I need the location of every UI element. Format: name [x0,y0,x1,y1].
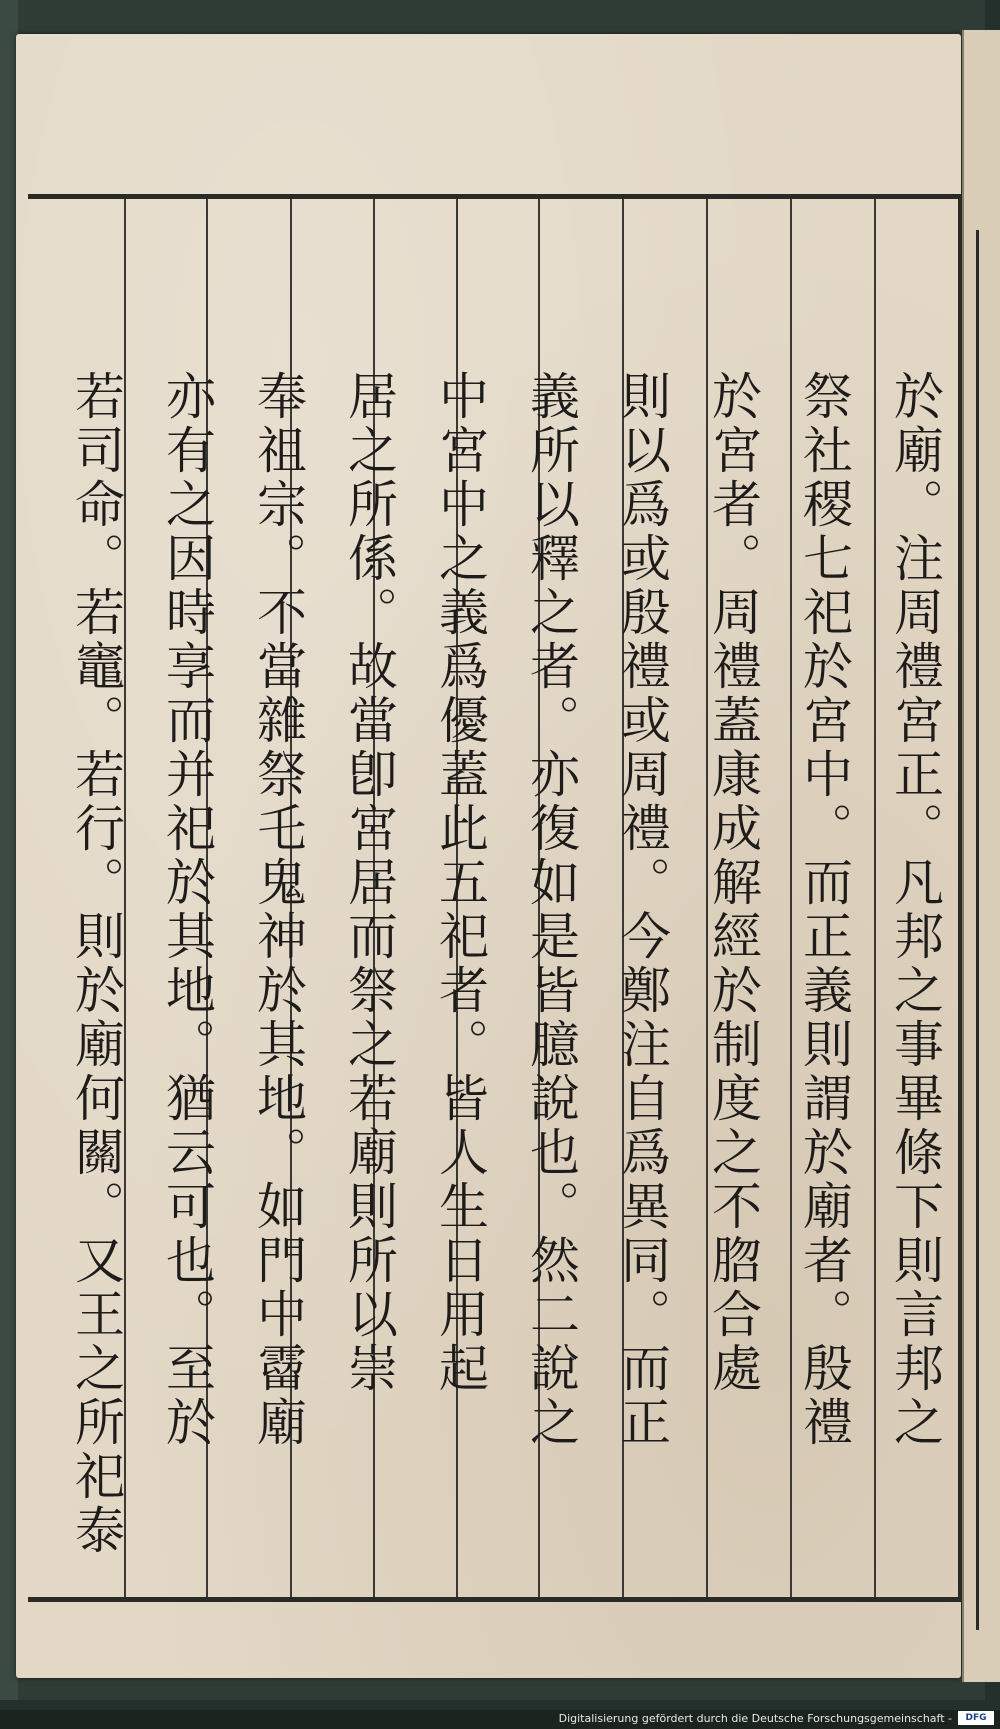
text-column-9: 亦有之因時享而并祀於其地。猶云可也。至於 [158,370,216,1450]
next-page-column-rule [976,230,1000,1630]
dfg-logo: DFG [958,1711,994,1725]
text-column-2: 祭社稷七祀於宮中。而正義則謂於廟者。殷禮 [795,370,853,1450]
text-column-5: 義所以釋之者。亦復如是皆臆說也。然二說之 [522,370,580,1450]
text-column-10: 若司命。若竈。若行。則於廟何關。又王之所祀泰 [67,370,125,1558]
text-column-3: 於宮者。周禮蓋康成解經於制度之不脗合處 [704,370,762,1396]
text-column-8: 奉祖宗。不當雜祭乇鬼神於其地。如門中霤廟 [249,370,307,1450]
text-columns [40,370,960,1595]
text-column-4: 則以爲或殷禮或周禮。今鄭注自爲異同。而正 [613,370,671,1450]
text-column-7: 居之所係。故當卽宮居而祭之若廟則所以崇 [340,370,398,1396]
digitization-credit: Digitalisierung gefördert durch die Deutsche Forschungsgemeinschaft - [558,1712,952,1725]
next-page-edge [962,30,1000,1682]
text-column-6: 中宮中之義爲優蓋此五祀者。皆人生日用起 [431,370,489,1396]
text-column-1: 於廟。注周禮宮正。凡邦之事畢條下則言邦之 [886,370,944,1450]
